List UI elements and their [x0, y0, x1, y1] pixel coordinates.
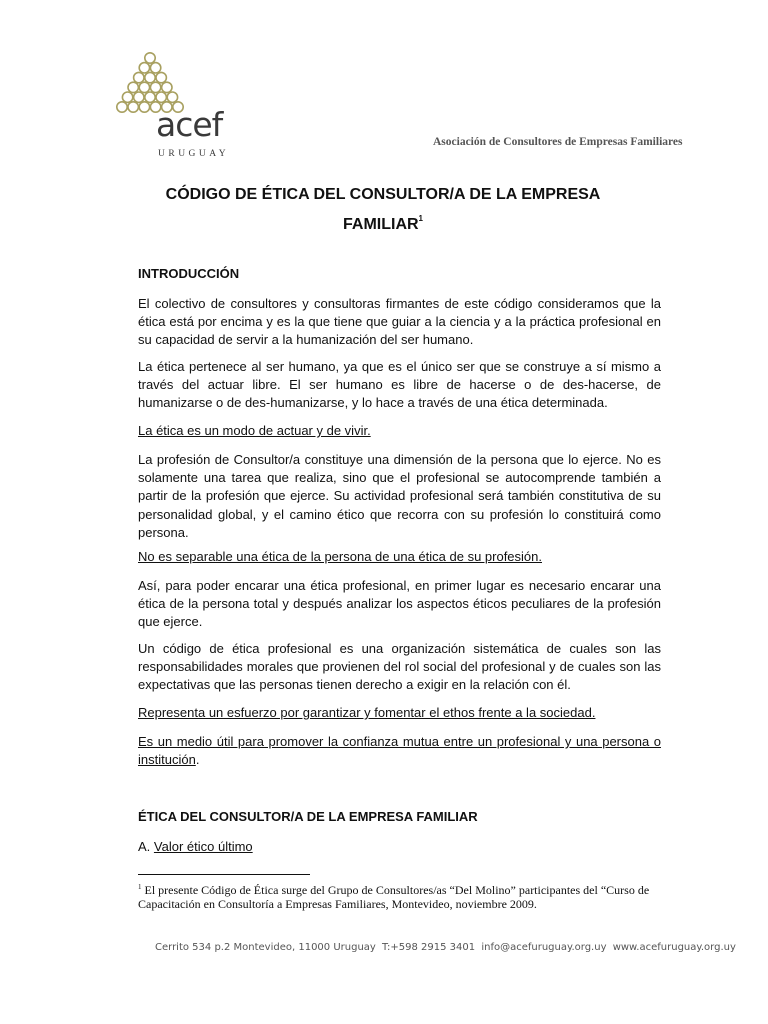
logo-ring	[162, 82, 172, 92]
intro-paragraph-8: Representa un esfuerzo por garantizar y fomentar el ethos frente a la sociedad.	[138, 705, 596, 720]
logo-wordmark: acef	[156, 105, 223, 144]
intro-paragraph-6: Así, para poder encarar una ética profesional, en primer lugar es necesario encarar una ética de la persona total y después analizar los aspectos éticos peculiares de la profesión que ejerce.	[138, 578, 661, 630]
title-line-2-text: FAMILIAR	[343, 216, 419, 233]
footnote-mark: 1	[138, 883, 142, 891]
footer-website: www.acefuruguay.org.uy	[612, 942, 736, 953]
logo-ring	[150, 82, 160, 92]
intro-paragraph-2: La ética pertenece al ser humano, ya que es el único ser que se construye a sí mismo a través del actuar libre. El ser humano es libre de hacerse o de des-hacerse, de humanizarse o de des-humanizarse, y lo hace a través de una ética determinada.	[138, 359, 661, 411]
intro-heading: INTRODUCCIÓN	[138, 266, 240, 281]
ethics-item-a	[138, 838, 661, 856]
logo-ring	[145, 92, 155, 102]
footnote-divider	[138, 874, 310, 875]
logo-ring	[156, 92, 166, 102]
logo-ring	[139, 63, 149, 73]
ethics-item-a-prefix: A.	[138, 839, 151, 854]
title-line-2	[140, 207, 626, 237]
logo-ring	[117, 102, 127, 112]
intro-paragraph-5: No es separable una ética de la persona de una ética de su profesión.	[138, 549, 542, 564]
logo-ring	[145, 53, 155, 63]
title-line-1: CÓDIGO DE ÉTICA DEL CONSULTOR/A DE LA EMPRESA	[165, 186, 601, 203]
ethics-item-a-label: Valor ético último	[153, 839, 253, 854]
logo-ring	[139, 82, 149, 92]
logo-ring	[167, 92, 177, 102]
logo-ring	[150, 63, 160, 73]
logo-ring	[128, 82, 138, 92]
logo-subtitle: URUGUAY	[158, 149, 230, 159]
intro-paragraph-7: Un código de ética profesional es una organización sistemática de cuales son las responsabilidades morales que provienen del rol social del profesional y de cuales son las expectativas que las personas tienen derecho a exigir en la relación con él.	[138, 641, 661, 693]
intro-paragraph-3: La ética es un modo de actuar y de vivir.	[138, 423, 371, 438]
logo-ring	[134, 72, 144, 82]
footer-address: Cerrito 534 p.2 Montevideo, 11000 Uruguay	[155, 942, 376, 953]
intro-paragraph-9-underlined: Es un medio útil para promover la confianza mutua entre un profesional y una persona o institución	[138, 734, 661, 768]
page-footer	[155, 942, 736, 953]
organization-name: Asociación de Consultores de Empresas Familiares	[433, 136, 683, 148]
footer-phone: T:+598 2915 3401	[382, 942, 476, 953]
footer-email: info@acefuruguay.org.uy	[481, 942, 607, 953]
logo-ring	[122, 92, 132, 102]
intro-paragraph-1: El colectivo de consultores y consultoras firmantes de este código consideramos que la ética está por encima y es la que tiene que guiar a la ciencia y a la práctica profesional en su capacidad de servir a la humanización del ser humano.	[138, 296, 661, 348]
footnote	[138, 880, 661, 911]
logo-ring	[145, 72, 155, 82]
intro-paragraph-9-tail: .	[195, 752, 200, 768]
logo-ring	[134, 92, 144, 102]
logo-ring	[139, 102, 149, 112]
intro-paragraph-9	[138, 733, 661, 769]
title-footnote-mark: 1	[418, 214, 423, 223]
document-title	[140, 183, 626, 237]
footnote-text: El presente Código de Ética surge del Grupo de Consultores/as “Del Molino” participantes del “Curso de Capacitación en Consultoría a Empresas Familiares, Montevideo, noviembre 2009.	[138, 883, 650, 911]
intro-paragraph-4: La profesión de Consultor/a constituye una dimensión de la persona que lo ejerce. No es solamente una tarea que realiza, sino que el profesional se autocomprende también a partir de la profesión que ejerce. Su actividad profesional será también constitutiva de su personalidad global, y el camino ético que recorra con su profesión lo constituirá como persona.	[138, 452, 661, 540]
ethics-heading: ÉTICA DEL CONSULTOR/A DE LA EMPRESA FAMILIAR	[138, 809, 478, 824]
logo-ring	[156, 72, 166, 82]
logo-ring	[128, 102, 138, 112]
